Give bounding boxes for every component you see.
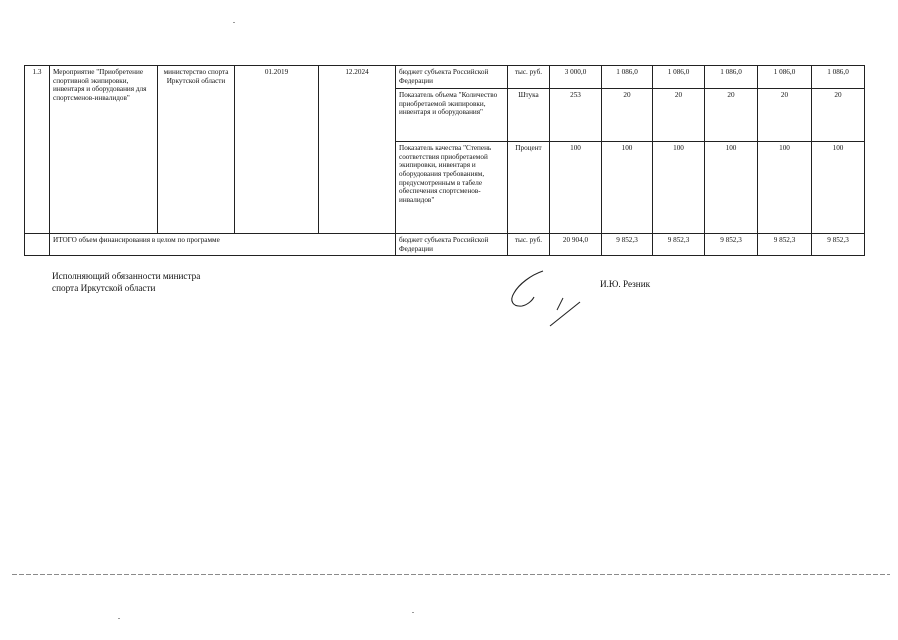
scan-speck	[233, 22, 235, 23]
value-cell: 100	[812, 142, 865, 234]
value-cell: 20 904,0	[550, 234, 602, 256]
value-cell: 3 000,0	[550, 66, 602, 89]
total-number-cell	[25, 234, 50, 256]
value-cell: 20	[602, 89, 653, 142]
signatory-name: И.Ю. Резник	[600, 279, 651, 289]
position-line-1: Исполняющий обязанности министра	[52, 271, 201, 281]
scan-artifact-line	[12, 574, 890, 575]
value-cell: 9 852,3	[653, 234, 705, 256]
value-cell: 1 086,0	[705, 66, 758, 89]
measure-name: Мероприятие "Приобретение спортивной экипировки, инвентаря и оборудования для спортсменов-инвалидов"	[50, 66, 158, 234]
unit-cell: тыс. руб.	[508, 234, 550, 256]
value-cell: 9 852,3	[705, 234, 758, 256]
value-cell: 1 086,0	[758, 66, 812, 89]
table-row	[25, 234, 865, 256]
value-cell: 253	[550, 89, 602, 142]
position-line-2: спорта Иркутской области	[52, 282, 156, 293]
handwritten-signature	[505, 268, 585, 330]
indicator-cell: бюджет субъекта Российской Федерации	[396, 234, 508, 256]
unit-cell: Штука	[508, 89, 550, 142]
value-cell: 20	[758, 89, 812, 142]
program-table	[24, 65, 865, 256]
indicator-cell: бюджет субъекта Российской Федерации	[396, 66, 508, 89]
value-cell: 100	[602, 142, 653, 234]
value-cell: 100	[653, 142, 705, 234]
value-cell: 100	[758, 142, 812, 234]
measure-start: 01.2019	[235, 66, 319, 234]
measure-executor: министерство спорта Иркутской области	[158, 66, 235, 234]
value-cell: 100	[550, 142, 602, 234]
value-cell: 20	[705, 89, 758, 142]
total-label: ИТОГО объем финансирования в целом по программе	[50, 234, 396, 256]
value-cell: 20	[812, 89, 865, 142]
value-cell: 9 852,3	[602, 234, 653, 256]
table-row	[25, 66, 865, 89]
measure-number: 1.3	[25, 66, 50, 234]
indicator-cell: Показатель качества "Степень соответствия приобретаемой экипировки, инвентаря и оборудования требованиям, предусмотренным в табеле обеспечения спортсменов-инвалидов"	[396, 142, 508, 234]
value-cell: 100	[705, 142, 758, 234]
measure-end: 12.2024	[319, 66, 396, 234]
value-cell: 9 852,3	[758, 234, 812, 256]
value-cell: 20	[653, 89, 705, 142]
scan-speck	[118, 618, 120, 619]
value-cell: 1 086,0	[602, 66, 653, 89]
unit-cell: Процент	[508, 142, 550, 234]
scan-speck	[412, 612, 414, 613]
value-cell: 1 086,0	[812, 66, 865, 89]
value-cell: 9 852,3	[812, 234, 865, 256]
value-cell: 1 086,0	[653, 66, 705, 89]
unit-cell: тыс. руб.	[508, 66, 550, 89]
indicator-cell: Показатель объема "Количество приобретаемой экипировки, инвентаря и оборудования"	[396, 89, 508, 142]
signatory-position	[52, 271, 200, 294]
